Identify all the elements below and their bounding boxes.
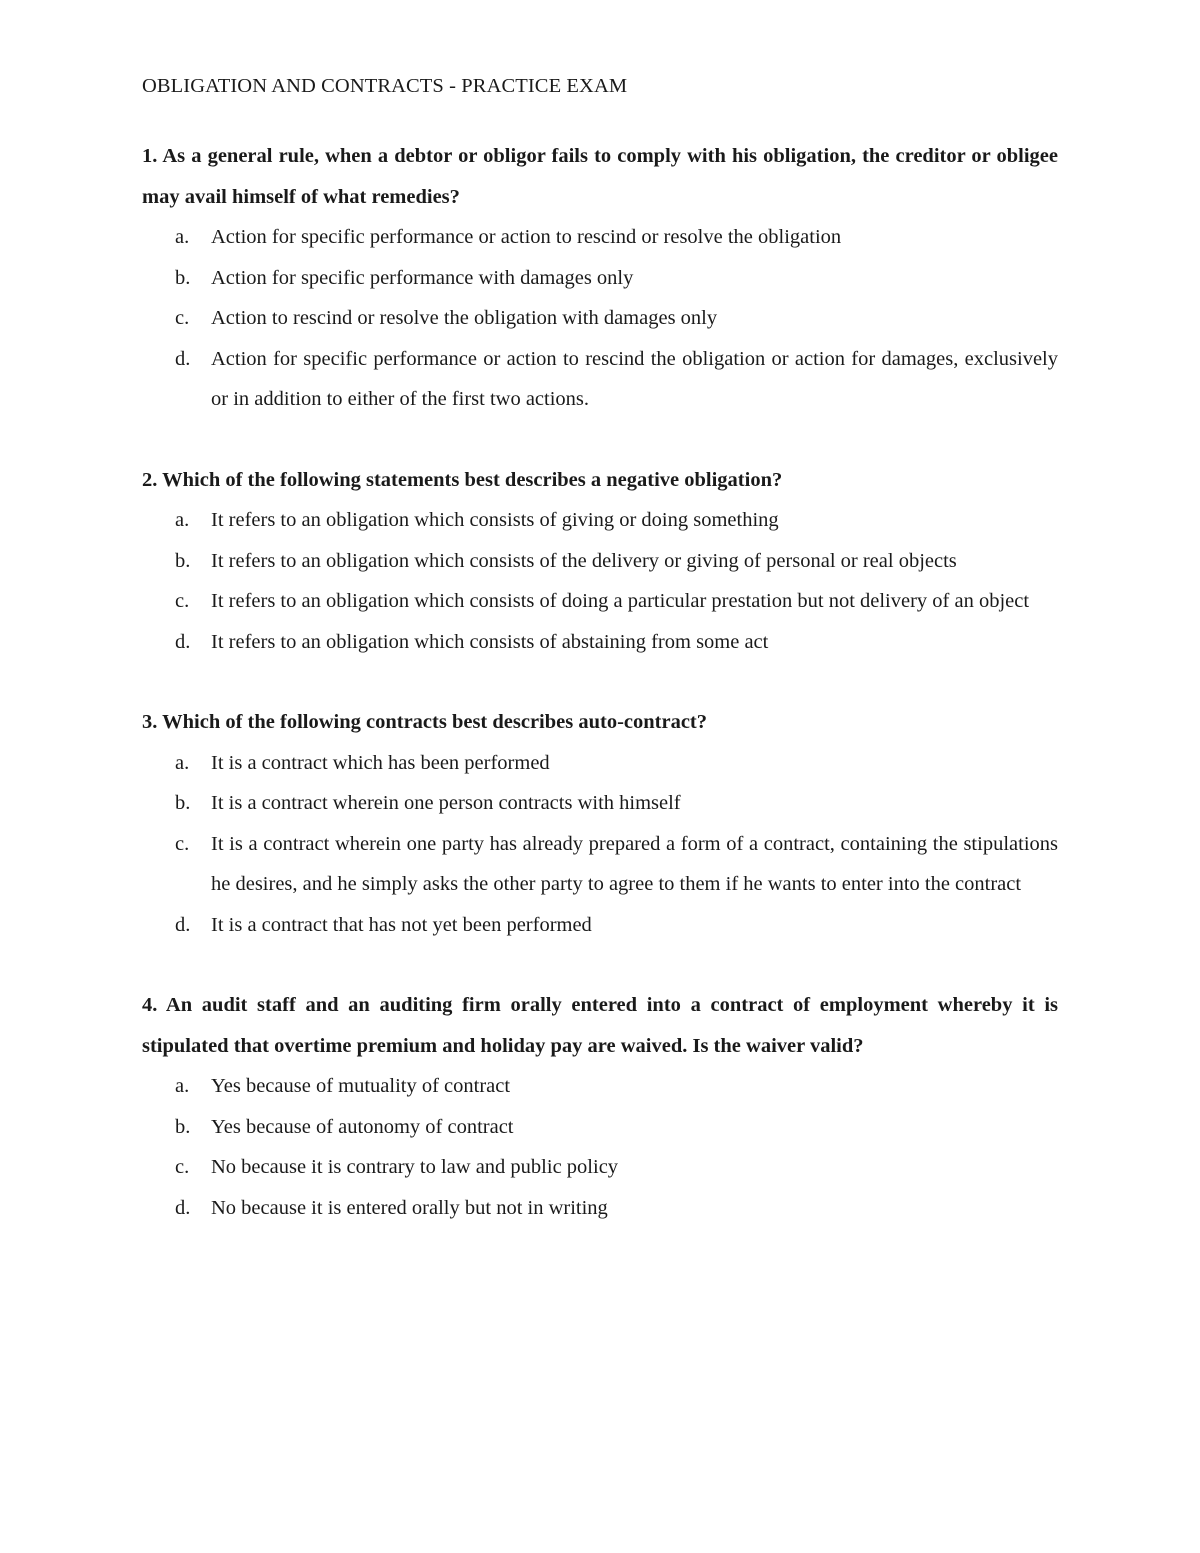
option-text: No because it is contrary to law and public policy	[211, 1156, 619, 1178]
question-2	[142, 460, 1058, 663]
question-stem: 2. Which of the following statements best describes a negative obligation?	[142, 468, 783, 491]
option-text: It refers to an obligation which consists of doing a particular prestation but not delivery of an object	[211, 590, 1030, 612]
option-letter: d.	[175, 347, 191, 370]
option-letter: b.	[175, 792, 191, 814]
option-letter: b.	[175, 1115, 191, 1138]
question-stem: 3. Which of the following contracts best describes auto-contract?	[142, 711, 708, 733]
option-text: Action for specific performance with damages only	[211, 266, 634, 289]
option-d	[142, 622, 1058, 663]
option-b	[142, 541, 1058, 582]
option-c	[142, 1147, 1058, 1188]
option-a	[142, 743, 1058, 784]
option-text: It is a contract which has been performed	[211, 751, 550, 774]
page-title: OBLIGATION AND CONTRACTS - PRACTICE EXAM	[142, 75, 628, 97]
option-text: Yes because of autonomy of contract	[211, 1115, 514, 1138]
option-text: It refers to an obligation which consists of giving or doing something	[211, 509, 779, 531]
option-letter: b.	[175, 266, 191, 289]
question-3	[142, 702, 1058, 945]
option-letter: a.	[175, 1075, 190, 1097]
option-text: Yes because of mutuality of contract	[211, 1075, 511, 1097]
options-list	[142, 743, 1058, 946]
option-letter: a.	[175, 751, 190, 774]
option-text: Action to rescind or resolve the obligation with damages only	[211, 307, 718, 329]
option-b	[142, 258, 1058, 299]
option-b	[142, 1107, 1058, 1148]
option-letter: d.	[175, 913, 191, 936]
option-text: Action for specific performance or action to rescind or resolve the obligation	[211, 226, 842, 248]
option-text: Action for specific performance or action to rescind the obligation or action for damages, exclusively or in addition to either of the first two actions.	[211, 347, 1058, 410]
option-letter: c.	[175, 832, 190, 855]
option-a	[142, 1066, 1058, 1107]
options-list	[142, 1066, 1058, 1228]
option-letter: c.	[175, 590, 190, 612]
option-d	[142, 339, 1058, 420]
option-letter: a.	[175, 226, 190, 248]
option-d	[142, 1188, 1058, 1229]
option-a	[142, 500, 1058, 541]
option-letter: c.	[175, 307, 190, 329]
question-stem: 1. As a general rule, when a debtor or obligor fails to comply with his obligation, the creditor or obligee may avail himself of what remedies?	[142, 145, 1058, 208]
option-letter: c.	[175, 1156, 190, 1178]
option-letter: d.	[175, 1196, 191, 1219]
option-a	[142, 217, 1058, 258]
option-b	[142, 783, 1058, 824]
option-text: It refers to an obligation which consists of the delivery or giving of personal or real objects	[211, 549, 957, 572]
option-c	[142, 581, 1058, 622]
option-text: It refers to an obligation which consists of abstaining from some act	[211, 630, 769, 653]
question-stem: 4. An audit staff and an auditing firm orally entered into a contract of employment whereby it is stipulated that overtime premium and holiday pay are waived. Is the waiver valid?	[142, 994, 1058, 1057]
option-text: It is a contract that has not yet been performed	[211, 913, 592, 936]
option-text: No because it is entered orally but not in writing	[211, 1196, 608, 1219]
question-1	[142, 136, 1058, 420]
options-list	[142, 217, 1058, 420]
option-letter: b.	[175, 549, 191, 572]
option-text: It is a contract wherein one party has already prepared a form of a contract, containing the stipulations he desires, and he simply asks the other party to agree to them if he wants to enter into the contract	[211, 832, 1058, 895]
option-c	[142, 824, 1058, 905]
option-letter: d.	[175, 630, 191, 653]
option-d	[142, 905, 1058, 946]
question-4	[142, 985, 1058, 1228]
options-list	[142, 500, 1058, 662]
option-c	[142, 298, 1058, 339]
option-text: It is a contract wherein one person contracts with himself	[211, 792, 681, 814]
option-letter: a.	[175, 509, 190, 531]
